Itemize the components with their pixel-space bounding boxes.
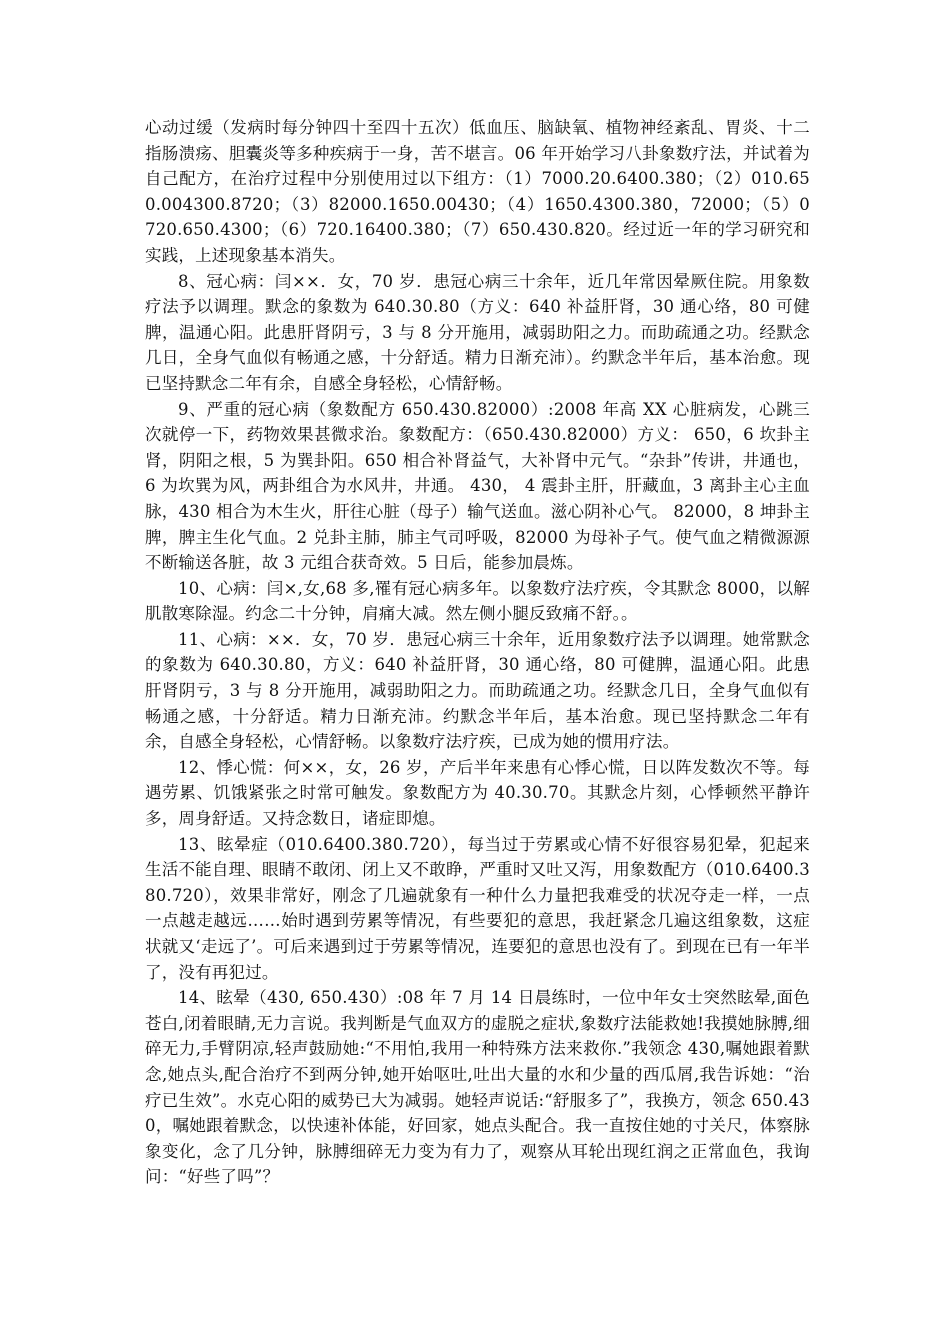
paragraph-case-10: 10、心病：闫×,女,68 多,罹有冠心病多年。以象数疗法疗疾，令其默念 8000，以解肌散寒除湿。约念二十分钟，肩痛大减。然左侧小腿反致痛不舒。。	[145, 578, 810, 624]
paragraph-case-12: 12、悸心慌：何××，女，26 岁，产后半年来患有心悸心慌，日以阵发数次不等。每遇劳累、饥饿紧张之时常可触发。象数配方为 40.30.70。其默念片刻，心悸顿然平静许多，周身舒适。又持念数日，诸症即熄。	[145, 757, 810, 829]
paragraph-intro: 心动过缓（发病时每分钟四十至四十五次）低血压、脑缺氧、植物神经紊乱、胃炎、十二指肠溃疡、胆囊炎等多种疾病于一身，苦不堪言。06 年开始学习八卦象数疗法，并试着为自己配方，在治疗过程中分别使用过以下组方：（1）7000.20.6400.380；（2）010.650.004300.8720；（3）82000.1650.00430；（4）1650.4300.380，72000；（5）0720.650.4300；（6）720.16400.380；（7）650.430.820。经过近一年的学习研究和实践，上述现象基本消失。	[145, 118, 810, 265]
paragraph-case-13: 13、眩晕症（010.6400.380.720），每当过于劳累或心情不好很容易犯晕，犯起来生活不能自理、眼睛不敢闭、闭上又不敢睁，严重时又吐又泻，用象数配方（010.6400.380.720），效果非常好，刚念了几遍就象有一种什么力量把我难受的状况夺走一样，一点一点越走越远……始时遇到劳累等情况，有些要犯的意思，我赶紧念几遍这组象数，这症状就又‘走远了’。可后来遇到过于劳累等情况，连要犯的意思也没有了。到现在已有一年半了，没有再犯过。	[145, 834, 810, 982]
paragraph-case-9: 9、严重的冠心病（象数配方 650.430.82000）:2008 年高 XX 心脏病发，心跳三次就停一下，药物效果甚微求治。象数配方：（650.430.82000）方义： 650，6 坎卦主肾，阴阳之根，5 为巽卦阳。650 相合补肾益气，大补肾中元气。“杂卦”传讲，井通也，6 为坎巽为风，两卦组合为水风井，井通。 430， 4 震卦主肝，肝藏血，3 离卦主心主血脉，430 相合为木生火，肝往心脏（母子）输气送血。滋心阴补心气。 82000，8 坤卦主脾，脾主生化气血。2 兑卦主肺，肺主气司呼吸，82000 为母补子气。使气血之精微源源不断输送各脏，故 3 元组合获奇效。5 日后，能参加晨炼。	[145, 399, 810, 573]
paragraph-case-14: 14、眩晕（430, 650.430）:08 年 7 月 14 日晨练时，一位中年女士突然眩晕,面色苍白,闭着眼睛,无力言说。我判断是气血双方的虚脱之症状,象数疗法能救她!我摸她脉膊,细碎无力,手臂阴凉,轻声鼓励她:“不用怕,我用一种特殊方法来救你.”我领念 430,嘱她跟着默念,她点头,配合治疗不到两分钟,她开始呕吐,吐出大量的水和少量的西瓜屑,我告诉她：“治疗已生效”。水克心阳的威势已大为减弱。她轻声说话:“舒服多了”，我换方，领念 650.430，嘱她跟着默念，以快速补体能，好回家，她点头配合。我一直按住她的寸关尺，体察脉象变化，念了几分钟，脉膊细碎无力变为有力了，观察从耳轮出现红润之正常血色，我询问：“好些了吗”？	[145, 988, 810, 1187]
paragraph-case-8: 8、冠心病：闫××．女，70 岁．患冠心病三十余年，近几年常因晕厥住院。用象数疗法予以调理。默念的象数为 640.30.80（方义：640 补益肝肾，30 通心络，80 可健脾，温通心阳。此患肝肾阴亏，3 与 8 分开施用，减弱助阳之力。而助疏通之功。经默念几日，全身气血似有畅通之感，十分舒适。精力日渐充沛）。约默念半年后，基本治愈。现已坚持默念二年有余，自感全身轻松，心情舒畅。	[145, 271, 810, 393]
document-page	[145, 115, 810, 1190]
paragraph-case-11: 11、心病：××．女，70 岁．患冠心病三十余年，近用象数疗法予以调理。她常默念的象数为 640.30.80，方义：640 补益肝肾，30 通心络，80 可健脾，温通心阳。此患肝肾阴亏，3 与 8 分开施用，减弱助阳之力。而助疏通之功。经默念几日，全身气血似有畅通之感，十分舒适。精力日渐充沛。约默念半年后，基本治愈。现已坚持默念二年有余，自感全身轻松，心情舒畅。以象数疗法疗疾，已成为她的惯用疗法。	[145, 629, 810, 752]
